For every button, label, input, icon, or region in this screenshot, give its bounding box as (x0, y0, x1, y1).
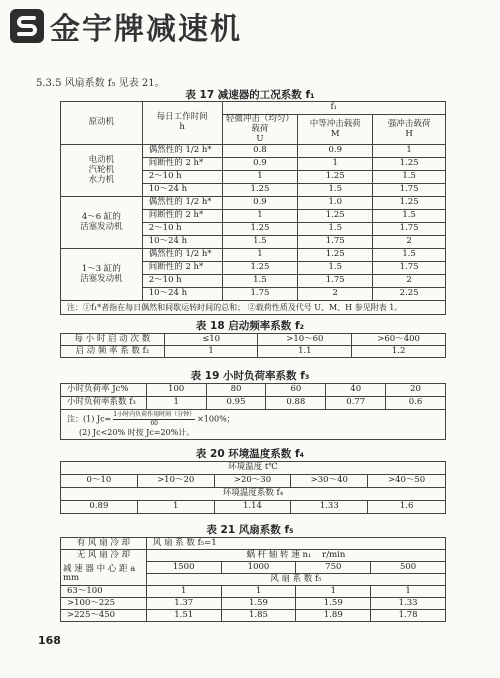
t21-coef: 1 (221, 586, 296, 598)
t21-with-fan: 有 风 扇 冷 却 (61, 538, 147, 550)
t17-m: 1.25 (298, 210, 373, 223)
t17-m: 1.5 (298, 262, 373, 275)
brand-logo (10, 9, 44, 43)
t21-coef: 1 (371, 586, 446, 598)
t21-coef: 1.33 (371, 598, 446, 610)
t21-coef: 1.78 (371, 610, 446, 622)
table17 (60, 101, 446, 315)
t20-temp: 0～10 (61, 475, 138, 488)
t17-h: 1.5 (373, 249, 446, 262)
t19-cell: 100 (146, 384, 206, 397)
t21-center-distance: >225～450 (61, 610, 147, 622)
t19-note1-suffix: ×100%； (197, 414, 235, 424)
t17-header-h: 强冲击载荷 H (373, 115, 446, 145)
t17-h: 1 (373, 145, 446, 158)
t19-cell: 0.6 (386, 397, 446, 410)
t21-with-fan-value: 风 扇 系 数 f₅=1 (146, 538, 445, 550)
t21-speed: 500 (371, 562, 446, 574)
t17-time: 10～24 h (142, 184, 222, 197)
t17-h: 1.5 (373, 210, 446, 223)
t17-header-u: 轻微冲击（均匀）载荷 U (222, 115, 298, 145)
t21-coef: 1.37 (146, 598, 221, 610)
t17-time: 10～24 h (142, 236, 222, 249)
t21-speed: 1000 (221, 562, 296, 574)
t17-m: 0.9 (298, 145, 373, 158)
t20-coef: 1.6 (368, 501, 446, 514)
t17-m: 1.25 (298, 249, 373, 262)
t20-coef: 0.89 (61, 501, 138, 514)
t17-time: 2～10 h (142, 171, 222, 184)
t17-u: 1.5 (222, 275, 298, 288)
t19-fraction: $\frac{\text{1小时内负荷作用时间（分钟）}}{60}$ (113, 411, 196, 428)
t21-coef: 1.85 (221, 610, 296, 622)
t19-cell: 20 (386, 384, 446, 397)
brand-header (10, 6, 242, 46)
t17-u: 1.25 (222, 223, 298, 236)
t18-cell: 1 (164, 346, 258, 358)
table21-title: 表 21 风扇系数 f₅ (206, 524, 294, 536)
t21-row (61, 598, 446, 610)
table18-title: 表 18 启动频率系数 f₂ (195, 320, 305, 332)
t18-cell: 1.1 (258, 346, 352, 358)
t21-coef: 1.89 (296, 610, 371, 622)
t17-header-m: 中等冲击载荷 M (298, 115, 373, 145)
t19-note1-prefix: 注：(1) Jc= (67, 414, 112, 424)
table19-title: 表 19 小时负荷率系数 f₃ (190, 370, 310, 382)
t17-m: 1.75 (298, 236, 373, 249)
brand-logo-icon (14, 13, 40, 39)
t17-u: 0.9 (222, 197, 298, 210)
t20-coef-header: 环境温度系数 f₄ (61, 488, 446, 501)
t19-label-load: 小时负荷率 Jc% (61, 384, 147, 397)
t17-m: 1.0 (298, 197, 373, 210)
t17-u: 1 (222, 210, 298, 223)
t17-time: 间断性的 2 h* (142, 158, 222, 171)
t17-u: 1.5 (222, 236, 298, 249)
t18-cell: 1.2 (352, 346, 446, 358)
t17-h: 1.75 (373, 262, 446, 275)
t17-m: 1.75 (298, 275, 373, 288)
t17-time: 偶然性的 1/2 h* (142, 197, 222, 210)
t17-m: 1 (298, 158, 373, 171)
t19-cell: 40 (326, 384, 386, 397)
t21-coef: 1.59 (221, 598, 296, 610)
t17-u: 1.25 (222, 262, 298, 275)
t17-h: 2.25 (373, 288, 446, 301)
t20-coef: 1.33 (291, 501, 368, 514)
table19 (60, 383, 446, 440)
t17-u: 0.8 (222, 145, 298, 158)
t17-time: 2～10 h (142, 275, 222, 288)
t21-without-fan: 无 风 扇 冷 却 减 速 器 中 心 距 a mm (61, 550, 147, 586)
t19-cell: 0.88 (266, 397, 326, 410)
t17-header-f1: f₁ (222, 102, 445, 115)
t17-m: 1.25 (298, 171, 373, 184)
t21-speed: 750 (296, 562, 371, 574)
t19-cell: 80 (206, 384, 266, 397)
t17-time: 偶然性的 1/2 h* (142, 145, 222, 158)
t20-coef: 1 (137, 501, 214, 514)
t17-m: 2 (298, 288, 373, 301)
table20 (60, 461, 446, 514)
page-number: 168 (38, 634, 61, 647)
table17-title: 表 17 减速器的工况系数 f₁ (185, 89, 315, 101)
t17-header-prime-mover: 原动机 (61, 102, 143, 145)
t17-h: 2 (373, 275, 446, 288)
t17-h: 2 (373, 236, 446, 249)
t21-center-distance: 63～100 (61, 586, 147, 598)
t17-m: 1.5 (298, 223, 373, 236)
t21-row (61, 586, 446, 598)
t17-prime-mover: 电动机 汽轮机 水力机 (61, 145, 143, 197)
t17-u: 1.75 (222, 288, 298, 301)
t19-note2: (2) Jc<20% 时按 Jc=20%计。 (79, 428, 195, 438)
t17-h: 1.75 (373, 184, 446, 197)
t17-h: 1.25 (373, 197, 446, 210)
t17-u: 1 (222, 249, 298, 262)
t20-coef: 1.14 (214, 501, 291, 514)
t17-h: 1.5 (373, 171, 446, 184)
t21-center-distance: >100～225 (61, 598, 147, 610)
t17-m: 1.5 (298, 184, 373, 197)
t17-row (61, 145, 446, 158)
t17-time: 2～10 h (142, 223, 222, 236)
t21-coef: 1 (296, 586, 371, 598)
t17-note: 注：①f₁*者指在每日偶然和间歇运转时间的总和； ②载荷性质及代号 U、M、H 参见附表 1。 (61, 301, 446, 315)
t20-temp: >20～30 (214, 475, 291, 488)
t17-time: 10～24 h (142, 288, 222, 301)
t17-u: 0.9 (222, 158, 298, 171)
t17-prime-mover: 4～6 缸的 活塞发动机 (61, 197, 143, 249)
t17-prime-mover: 1～3 缸的 活塞发动机 (61, 249, 143, 301)
t20-temp: >10～20 (137, 475, 214, 488)
t21-coef: 1.51 (146, 610, 221, 622)
t20-temp: >30～40 (291, 475, 368, 488)
t17-time: 偶然性的 1/2 h* (142, 249, 222, 262)
t20-temp-header: 环境温度 t℃ (61, 462, 446, 475)
t17-row (61, 249, 446, 262)
t17-row (61, 197, 446, 210)
t19-cell: 60 (266, 384, 326, 397)
t19-cell: 0.77 (326, 397, 386, 410)
t18-label-coef: 启 动 频 率 系 数 f₂ (61, 346, 165, 358)
t20-temp: >40～50 (368, 475, 446, 488)
t18-cell: ≤10 (164, 334, 258, 346)
t17-h: 1.25 (373, 158, 446, 171)
t18-cell: >60～400 (352, 334, 446, 346)
t18-label-starts: 每 小 时 启 动 次 数 (61, 334, 165, 346)
t21-coef: 1.59 (296, 598, 371, 610)
t21-speed: 1500 (146, 562, 221, 574)
t17-u: 1 (222, 171, 298, 184)
t21-row (61, 610, 446, 622)
t18-cell: >10～60 (258, 334, 352, 346)
t21-coef: 1 (146, 586, 221, 598)
table18 (60, 333, 446, 358)
t17-u: 1.25 (222, 184, 298, 197)
table21 (60, 537, 446, 622)
table20-title: 表 20 环境温度系数 f₄ (195, 448, 305, 460)
t21-coef-label: 风 扇 系 数 f₅ (146, 574, 445, 586)
t17-h: 1.75 (373, 223, 446, 236)
t21-speed-label: 蜗 杆 轴 转 速 n₁ r/min (146, 550, 445, 562)
t19-label-coef: 小时负荷率系数 f₃ (61, 397, 147, 410)
t19-cell: 1 (146, 397, 206, 410)
t19-cell: 0.95 (206, 397, 266, 410)
brand-name: 金宇牌减速机 (50, 12, 242, 47)
t17-time: 间断性的 2 h* (142, 210, 222, 223)
section-text: 5.3.5 风扇系数 f₅ 见表 21。 (36, 78, 165, 89)
t19-note (61, 410, 446, 440)
t17-header-daily-hours: 每日工作时间 h (142, 102, 222, 145)
t17-time: 间断性的 2 h* (142, 262, 222, 275)
